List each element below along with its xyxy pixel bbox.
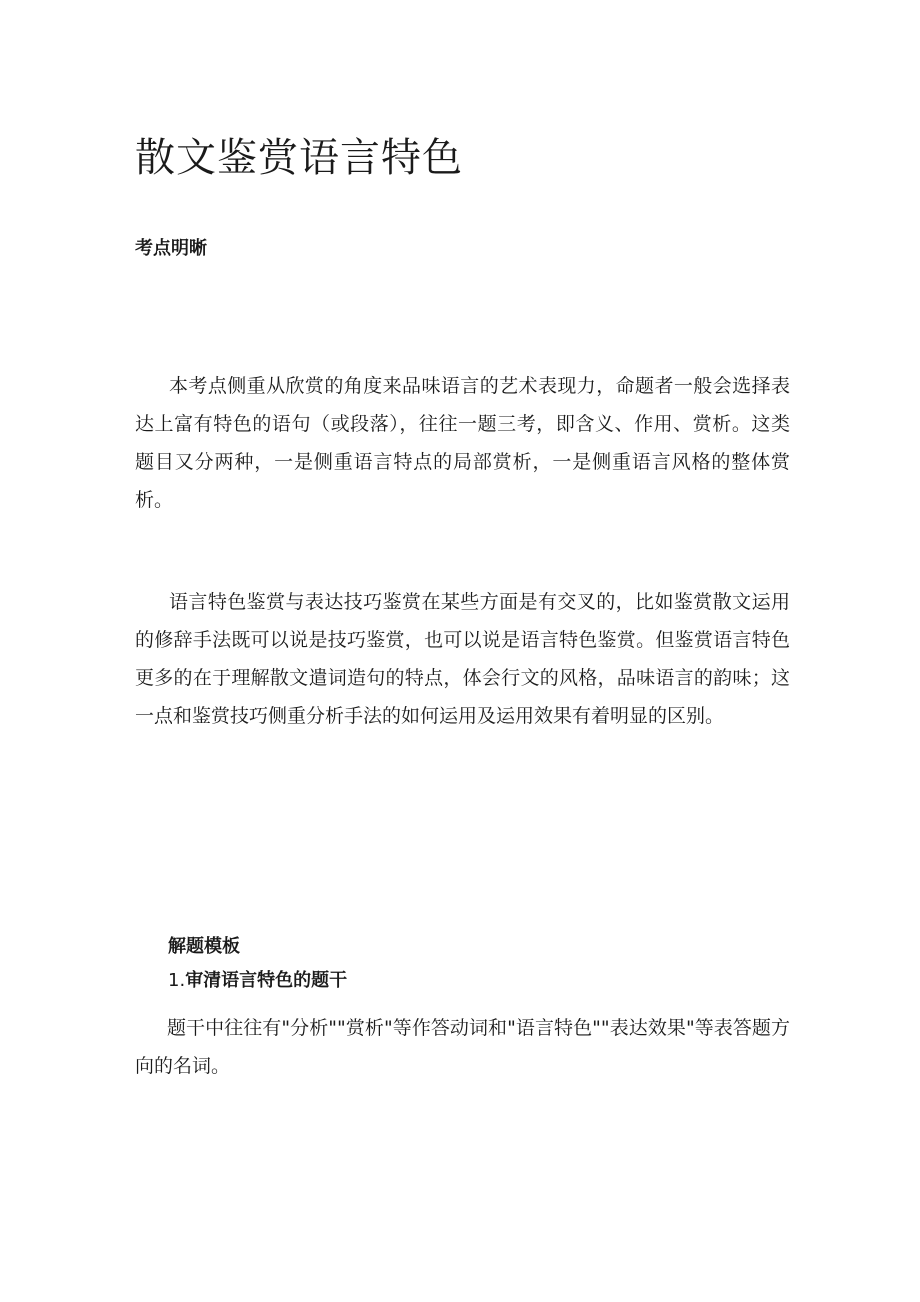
step-label: 审清语言特色的题干 [185, 970, 348, 991]
paragraph-step1: 题干中往往有"分析""赏析"等作答动词和"语言特色""表达效果"等表答题方向的名词。 [135, 1017, 790, 1077]
step-title [168, 966, 347, 992]
step-number: 1. [168, 970, 186, 991]
paragraph-intro: 本考点侧重从欣赏的角度来品味语言的艺术表现力，命题者一般会选择表达上富有特色的语句（或段落），往往一题三考，即含义、作用、赏析。这类题目又分两种，一是侧重语言特点的局部赏析，一是侧重语言风格的整体赏析。 [135, 375, 790, 511]
page-title: 散文鉴赏语言特色 [135, 135, 463, 181]
paragraph-comparison: 语言特色鉴赏与表达技巧鉴赏在某些方面是有交叉的，比如鉴赏散文运用的修辞手法既可以说是技巧鉴赏，也可以说是语言特色鉴赏。但鉴赏语言特色更多的在于理解散文遣词造句的特点，体会行文的风格，品味语言的韵味；这一点和鉴赏技巧侧重分析手法的如何运用及运用效果有着明显的区别。 [135, 591, 790, 727]
section-heading-kaodian: 考点明晰 [135, 238, 207, 259]
section-heading-template: 解题模板 [168, 936, 240, 957]
